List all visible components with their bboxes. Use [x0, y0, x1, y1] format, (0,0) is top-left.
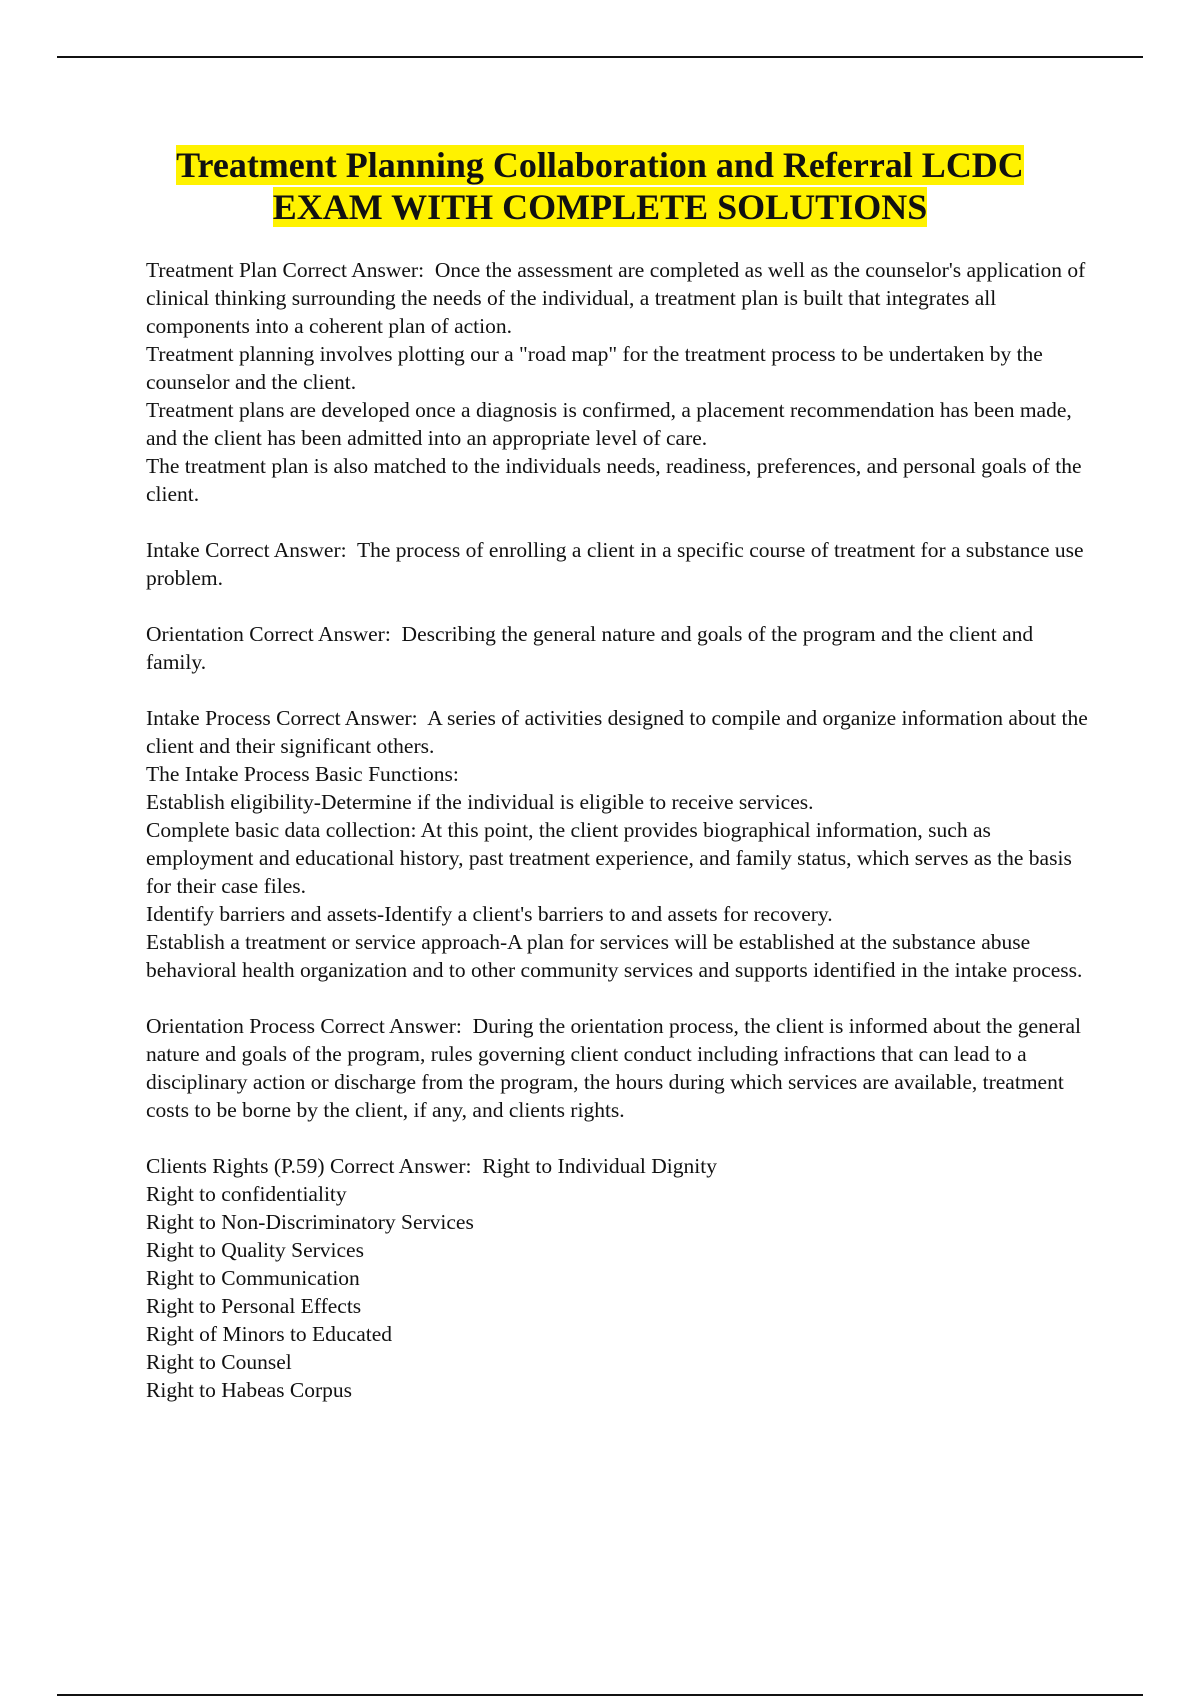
rights-list-item: Right to Communication: [146, 1266, 360, 1290]
qa-entry-orientation-process: [146, 1012, 1096, 1124]
entry-line: Treatment planning involves plotting our a "road map" for the treatment process to be undertaken by the counselor and the client.: [146, 342, 1043, 394]
entry-term: Orientation Correct Answer:: [146, 622, 391, 646]
rights-list-item: Right to Counsel: [146, 1350, 292, 1374]
entry-line: Establish eligibility-Determine if the individual is eligible to receive services.: [146, 790, 814, 814]
title-line-1: Treatment Planning Collaboration and Referral LCDC: [176, 145, 1024, 185]
rights-list-item: Right of Minors to Educated: [146, 1322, 393, 1346]
entry-line: The Intake Process Basic Functions:: [146, 762, 459, 786]
title-line-2: EXAM WITH COMPLETE SOLUTIONS: [272, 187, 928, 227]
entry-answer: A series of activities designed to compile and organize information about the client and their significant others.: [146, 706, 1088, 758]
entry-line: The treatment plan is also matched to the individuals needs, readiness, preferences, and personal goals of the client.: [146, 454, 1082, 506]
qa-entry-intake: [146, 536, 1096, 592]
entry-line: Complete basic data collection: At this point, the client provides biographical information, such as employment and educational history, past treatment experience, and family status, which serves as the basis for their case files.: [146, 818, 1072, 898]
qa-entry-clients-rights: [146, 1152, 1096, 1404]
entry-term: Intake Process Correct Answer:: [146, 706, 418, 730]
entry-term: Intake Correct Answer:: [146, 538, 347, 562]
entry-line: Treatment plans are developed once a diagnosis is confirmed, a placement recommendation has been made, and the client has been admitted into an appropriate level of care.: [146, 398, 1072, 450]
header-rule: [57, 56, 1143, 58]
qa-entry-intake-process: [146, 704, 1096, 984]
entry-first-line: [146, 620, 1096, 676]
entry-first-line: [146, 256, 1096, 340]
qa-entry-orientation: [146, 620, 1096, 676]
rights-list-item: Right to Personal Effects: [146, 1294, 362, 1318]
entry-answer: Describing the general nature and goals of the program and the client and family.: [146, 622, 1034, 674]
qa-entry-treatment-plan: [146, 256, 1096, 508]
entry-answer: During the orientation process, the client is informed about the general nature and goals of the program, rules governing client conduct including infractions that can lead to a disciplinary action or discharge from the program, the hours during which services are available, treatment costs to be borne by the client, if any, and clients rights.: [146, 1014, 1081, 1122]
footer-rule: [57, 1694, 1143, 1696]
document-body: [146, 256, 1096, 1432]
entry-first-line: [146, 536, 1096, 592]
rights-list-item: Right to confidentiality: [146, 1182, 347, 1206]
entry-answer: The process of enrolling a client in a specific course of treatment for a substance use problem.: [146, 538, 1084, 590]
entry-line: Establish a treatment or service approach-A plan for services will be established at the substance abuse behavioral health organization and to other community services and supports identified in the intake process.: [146, 930, 1083, 982]
document-title: [0, 144, 1200, 228]
rights-list-item: Right to Quality Services: [146, 1238, 364, 1262]
entry-answer: Once the assessment are completed as well as the counselor's application of clinical thinking surrounding the needs of the individual, a treatment plan is built that integrates all components into a coherent plan of action.: [146, 258, 1086, 338]
entry-term: Treatment Plan Correct Answer:: [146, 258, 425, 282]
entry-answer: Right to Individual Dignity: [482, 1154, 717, 1178]
entry-first-line: [146, 1152, 1096, 1180]
rights-list-item: Right to Habeas Corpus: [146, 1378, 353, 1402]
entry-line: Identify barriers and assets-Identify a client's barriers to and assets for recovery.: [146, 902, 833, 926]
entry-first-line: [146, 704, 1096, 760]
entry-first-line: [146, 1012, 1096, 1124]
entry-term: Orientation Process Correct Answer:: [146, 1014, 462, 1038]
rights-list-item: Right to Non-Discriminatory Services: [146, 1210, 474, 1234]
entry-term: Clients Rights (P.59) Correct Answer:: [146, 1154, 472, 1178]
